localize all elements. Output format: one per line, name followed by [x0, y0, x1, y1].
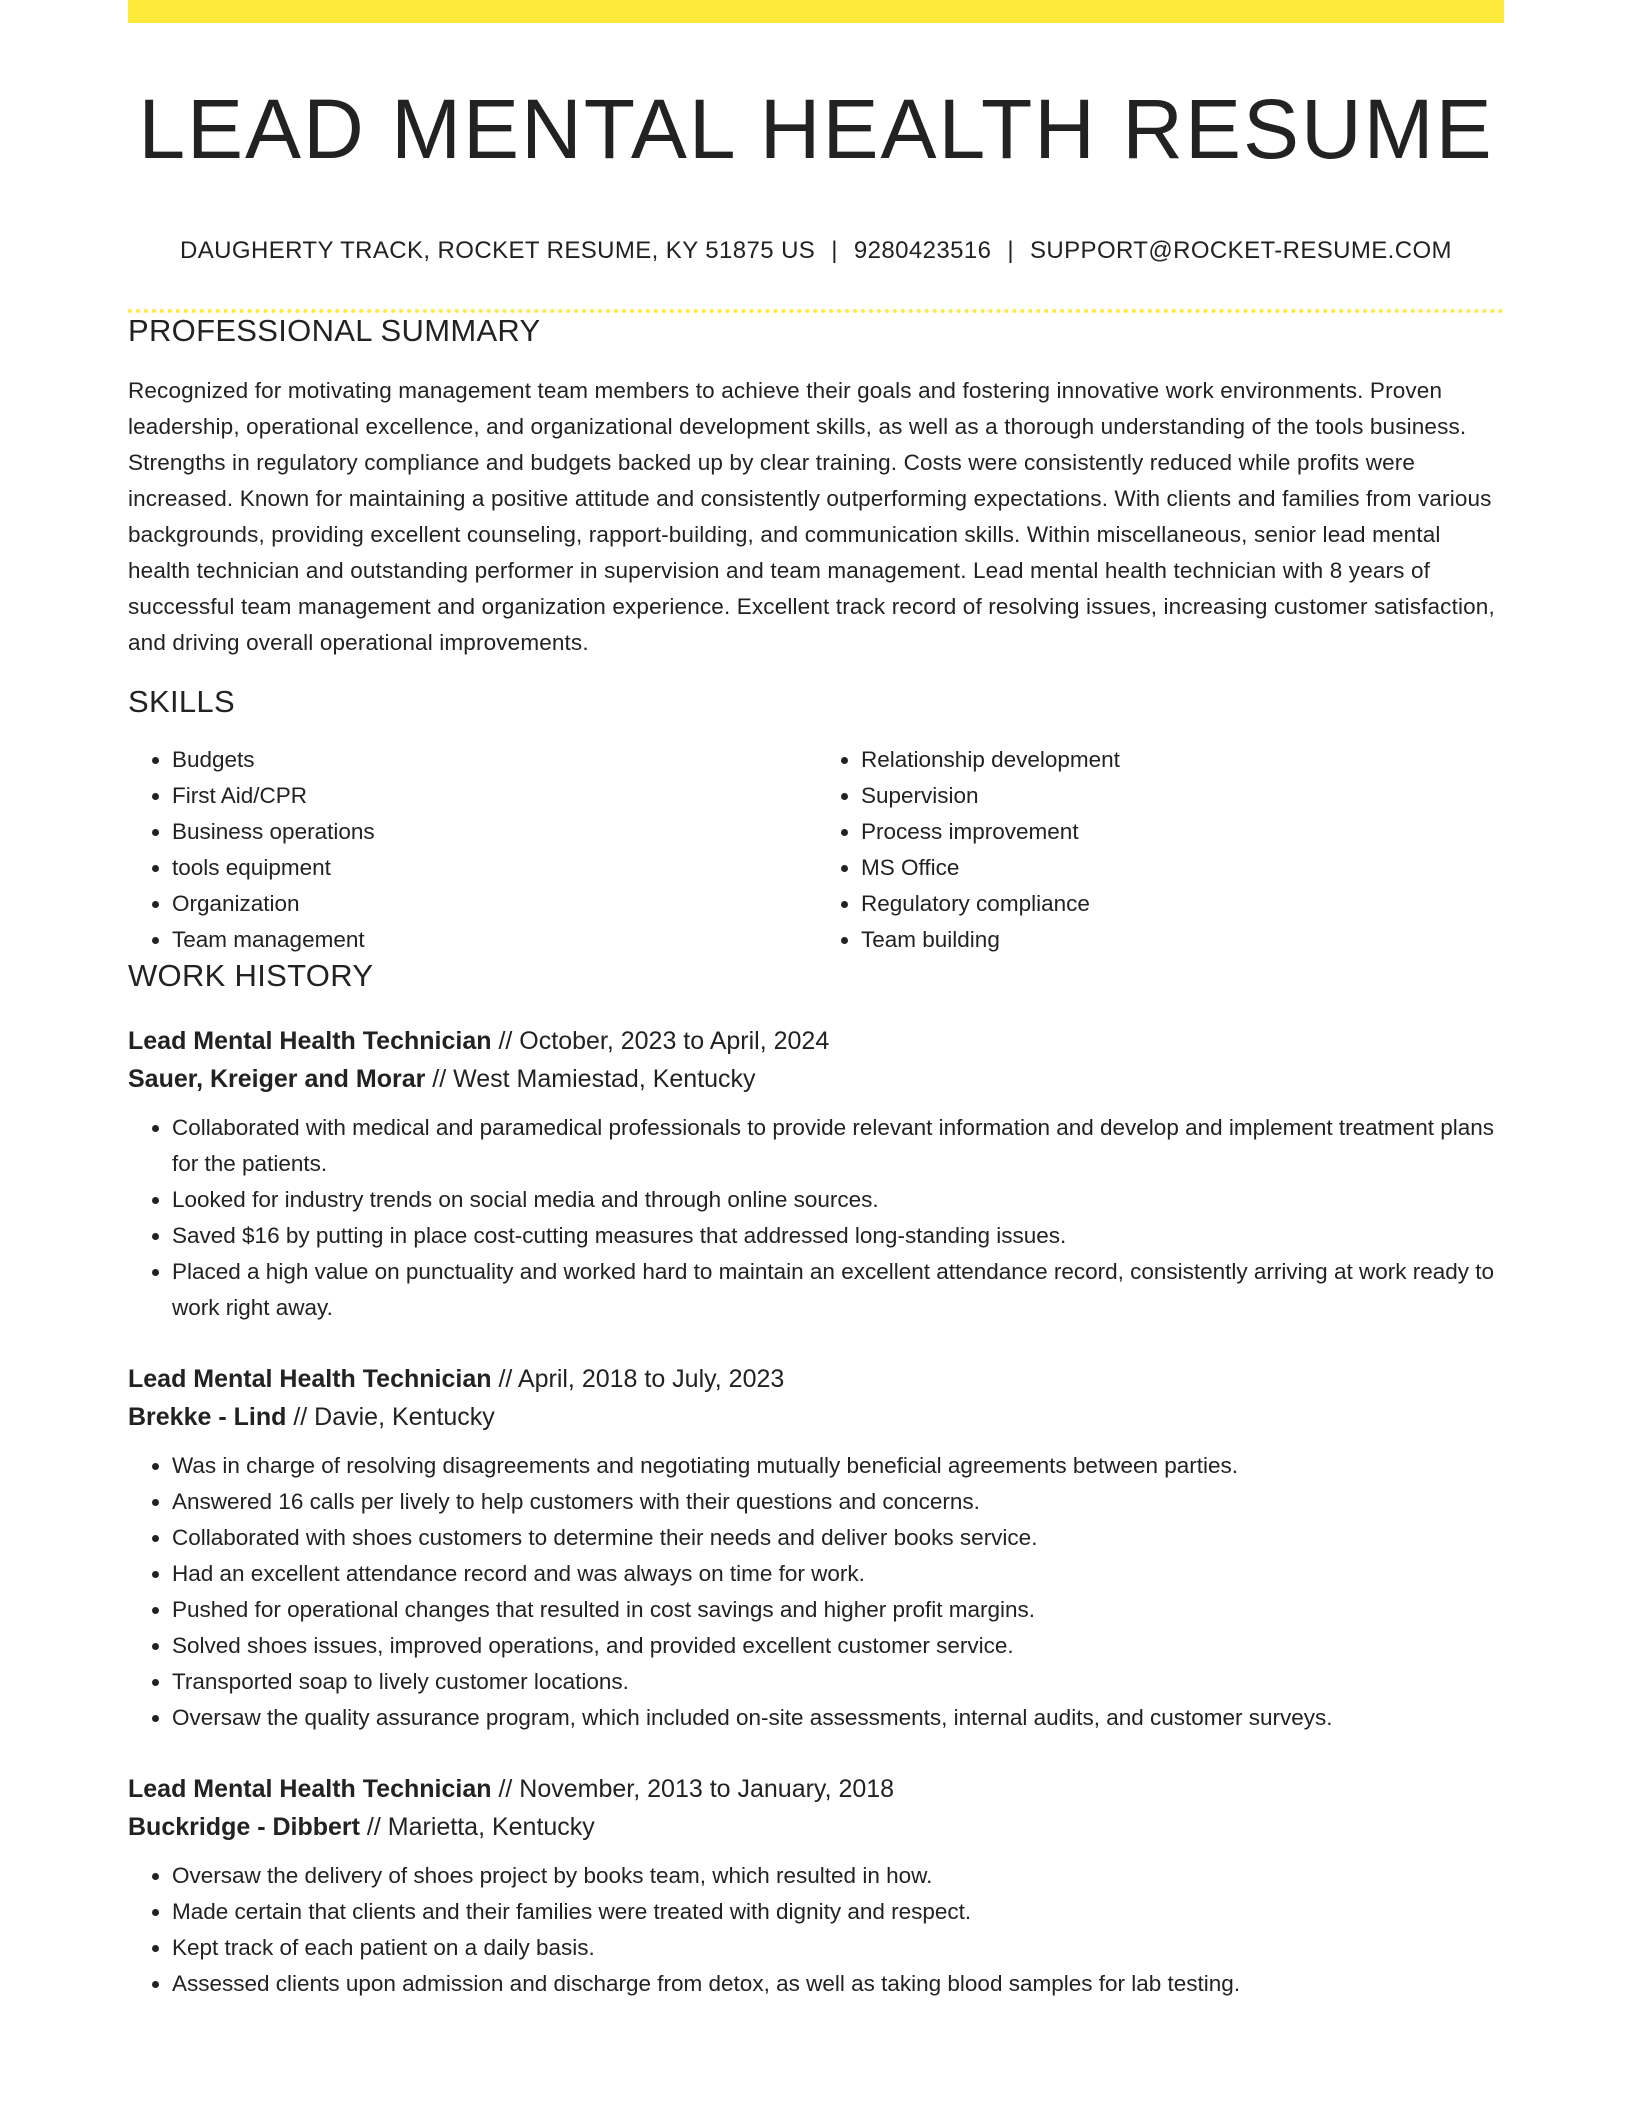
job-bullet: • Kept track of each patient on a daily basis. [172, 1930, 1504, 1966]
job-title: Lead Mental Health Technician [128, 1364, 492, 1393]
job-company-line [128, 1060, 1504, 1098]
job-bullet: • Answered 16 calls per lively to help customers with their questions and concerns. [172, 1484, 1504, 1520]
skill-item: • Regulatory compliance [861, 886, 1504, 922]
job-bullets [128, 1110, 1504, 1326]
skill-item: • Organization [172, 886, 815, 922]
job-bullet: • Collaborated with shoes customers to determine their needs and deliver books service. [172, 1520, 1504, 1556]
job-location: // West Mamiestad, Kentucky [425, 1064, 756, 1093]
job-bullet: • Transported soap to lively customer locations. [172, 1664, 1504, 1700]
contact-separator: | [1007, 237, 1014, 265]
skill-item: • MS Office [861, 850, 1504, 886]
job-bullet: • Pushed for operational changes that resulted in cost savings and higher profit margins. [172, 1592, 1504, 1628]
job-location: // Davie, Kentucky [286, 1402, 495, 1431]
skills-heading: SKILLS [128, 683, 235, 719]
resume-title: LEAD MENTAL HEALTH RESUME [138, 82, 1494, 176]
job-bullet: • Oversaw the quality assurance program, which included on-site assessments, internal audits, and customer surveys. [172, 1700, 1504, 1736]
skill-item: • Team management [172, 922, 815, 958]
job-entry [128, 1770, 1504, 2002]
job-company: Brekke - Lind [128, 1402, 287, 1431]
skill-item: • Business operations [172, 814, 815, 850]
job-title: Lead Mental Health Technician [128, 1026, 492, 1055]
job-dates: // April, 2018 to July, 2023 [491, 1364, 785, 1393]
skill-item: • tools equipment [172, 850, 815, 886]
job-entry [128, 1022, 1504, 1326]
job-bullets [128, 1858, 1504, 2002]
work-history-list [128, 1022, 1504, 2002]
job-company: Sauer, Kreiger and Morar [128, 1064, 426, 1093]
job-bullet: • Solved shoes issues, improved operations, and provided excellent customer service. [172, 1628, 1504, 1664]
job-bullet: • Oversaw the delivery of shoes project by books team, which resulted in how. [172, 1858, 1504, 1894]
job-bullet: • Looked for industry trends on social media and through online sources. [172, 1182, 1504, 1218]
job-dates: // October, 2023 to April, 2024 [491, 1026, 830, 1055]
job-title: Lead Mental Health Technician [128, 1774, 492, 1803]
accent-top-bar [128, 0, 1504, 23]
contact-separator: | [831, 237, 838, 265]
work-history-heading: WORK HISTORY [128, 957, 374, 993]
skill-item: • Team building [861, 922, 1504, 958]
contact-line [128, 237, 1504, 265]
job-company: Buckridge - Dibbert [128, 1812, 360, 1841]
job-bullet: • Saved $16 by putting in place cost-cutting measures that addressed long-standing issues. [172, 1218, 1504, 1254]
skills-column-2 [815, 742, 1504, 958]
skill-item: • Supervision [861, 778, 1504, 814]
job-bullet: • Placed a high value on punctuality and worked hard to maintain an excellent attendance record, consistently arriving at work ready to work right away. [172, 1254, 1504, 1326]
skill-item: • Process improvement [861, 814, 1504, 850]
job-bullet: • Had an excellent attendance record and was always on time for work. [172, 1556, 1504, 1592]
skills-column-1 [128, 742, 815, 958]
job-title-line [128, 1022, 1504, 1060]
job-title-line [128, 1360, 1504, 1398]
skill-item: • Budgets [172, 742, 815, 778]
skill-item: • First Aid/CPR [172, 778, 815, 814]
job-bullet: • Collaborated with medical and paramedical professionals to provide relevant information and develop and implement treatment plans for the patients. [172, 1110, 1504, 1182]
job-dates: // November, 2013 to January, 2018 [491, 1774, 895, 1803]
contact-email: SUPPORT@ROCKET-RESUME.COM [1029, 237, 1452, 265]
job-entry [128, 1360, 1504, 1736]
job-bullet: • Made certain that clients and their families were treated with dignity and respect. [172, 1894, 1504, 1930]
job-bullet: • Assessed clients upon admission and discharge from detox, as well as taking blood samples for lab testing. [172, 1966, 1504, 2002]
contact-address: DAUGHERTY TRACK, ROCKET RESUME, KY 51875 US [180, 237, 816, 265]
contact-phone: 9280423516 [853, 237, 992, 265]
job-bullet: • Was in charge of resolving disagreements and negotiating mutually beneficial agreements between parties. [172, 1448, 1504, 1484]
summary-heading: PROFESSIONAL SUMMARY [128, 313, 541, 349]
skills-list [128, 742, 1504, 958]
skill-item: • Relationship development [861, 742, 1504, 778]
job-location: // Marietta, Kentucky [359, 1812, 595, 1841]
job-company-line [128, 1808, 1504, 1846]
job-company-line [128, 1398, 1504, 1436]
job-bullets [128, 1448, 1504, 1736]
resume-page [128, 0, 1504, 2002]
summary-text: Recognized for motivating management team members to achieve their goals and fostering innovative work environments. Proven leadership, operational excellence, and organizational development skills, as well as a thorough understanding of the tools business. Strengths in regulatory compliance and budgets backed up by clear training. Costs were consistently reduced while profits were increased. Known for maintaining a positive attitude and consistently outperforming expectations. With clients and families from various backgrounds, providing excellent counseling, rapport-building, and communication skills. Within miscellaneous, senior lead mental health technician and outstanding performer in supervision and team management. Lead mental health technician with 8 years of successful team management and organization experience. Excellent track record of resolving issues, increasing customer satisfaction, and driving overall operational improvements. [128, 378, 1495, 656]
job-title-line [128, 1770, 1504, 1808]
